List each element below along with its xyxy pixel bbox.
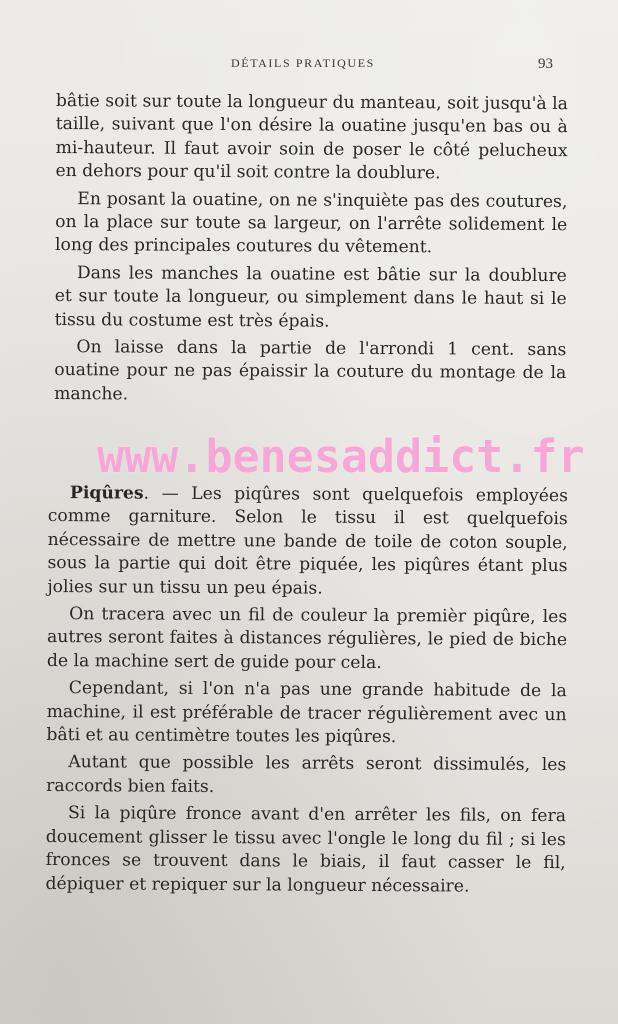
text-block-bottom <box>45 482 568 903</box>
paragraph: Autant que possible les arrêts seront dissimulés, les raccords bien faits. <box>46 752 567 797</box>
section-label: Piqûres <box>69 483 144 504</box>
section-paragraph <box>47 482 568 602</box>
paragraph: bâtie soit sur toute la longueur du manteau, soit jusqu'à la taille, suivant que l'on désire la ouatine jusqu'en bas ou à mi-hauteur. Il faut avoir soin de poser le côté pelucheux en dehors pour qu'il soit contre la doublure. <box>55 90 568 184</box>
paragraph: Dans les manches la ouatine est bâtie sur la doublure et sur toute la longueur, ou simplement dans le haut si le tissu du costume est très épais. <box>54 262 567 332</box>
watermark: www.benesaddict.fr <box>97 430 585 483</box>
paragraph: En posant la ouatine, on ne s'inquiète pas des coutures, on la place sur toute sa largeur, on l'arrête solidement le long des principales coutures du vêtement. <box>54 188 568 258</box>
section-intro: . — Les piqûres sont quelquefois employées comme garniture. Selon le tissu il est quelquefois nécessaire de mettre une bande de toile de coton souple, sous la partie qui doit être piquée, les piqûres étant plus jolies sur un tissu un peu épais. <box>47 483 568 599</box>
paragraph: Si la piqûre fronce avant d'en arrêter les fils, on fera doucement glisser le tissu avec l'ongle le long du fil ; si les fronces se trouvent dans le biais, il faut casser le fil, dépiquer et repiquer sur la longueur nécessaire. <box>45 803 567 897</box>
page-number: 93 <box>538 56 553 72</box>
paragraph: On tracera avec un fil de couleur la premièr piqûre, les autres seront faites à distances régulières, le pied de biche de la machine sert de guide pour cela. <box>46 604 568 673</box>
paragraph: Cependant, si l'on n'a pas une grande habitude de la machine, il est préférable de tracer régulièrement avec un bâti et au centimètre toutes les piqûres. <box>46 678 567 748</box>
running-head: DÉTAILS PRATIQUES <box>231 56 375 70</box>
text-block-top <box>54 90 568 413</box>
paragraph: On laisse dans la partie de l'arrondi 1 cent. sans ouatine pour ne pas épaissir la couture du montage de la manche. <box>54 337 567 405</box>
